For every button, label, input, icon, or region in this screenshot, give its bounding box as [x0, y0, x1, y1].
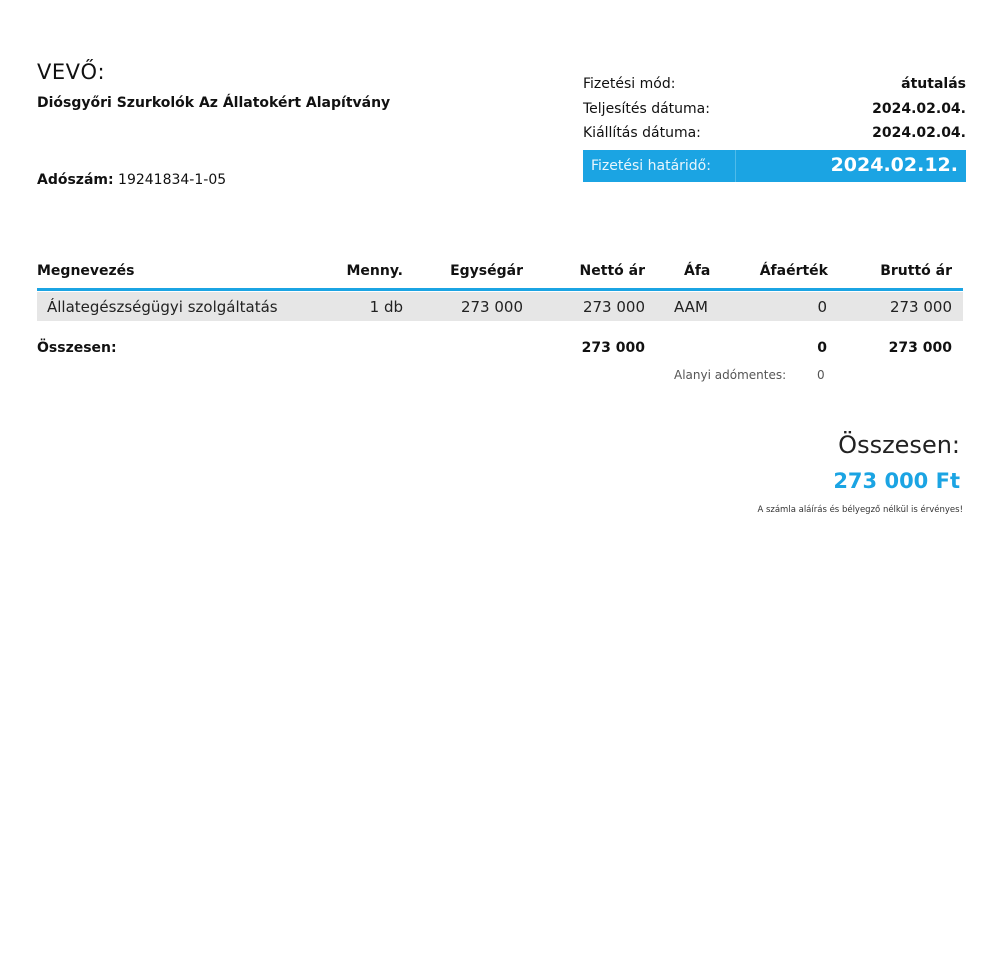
- grand-total-label: Összesen:: [838, 431, 960, 459]
- due-date-divider: [735, 150, 736, 182]
- row-unit-price: 273 000: [460, 298, 523, 316]
- due-date-value: 2024.02.12.: [830, 154, 958, 176]
- row-vat: AAM: [674, 298, 708, 316]
- due-date-label: Fizetési határidő:: [591, 158, 711, 174]
- issue-date-value: 2024.02.04.: [872, 125, 966, 141]
- header-name: Megnevezés: [37, 263, 135, 279]
- header-net-price: Nettó ár: [579, 263, 645, 279]
- tax-number-line: [37, 172, 226, 188]
- tax-number-value: 19241834-1-05: [118, 172, 227, 188]
- totals-net: 273 000: [581, 340, 645, 356]
- row-gross-price: 273 000: [889, 298, 952, 316]
- validity-note: A számla aláírás és bélyegző nélkül is érvényes!: [757, 505, 963, 515]
- row-qty: 1 db: [369, 298, 403, 316]
- fulfillment-date-label: Teljesítés dátuma:: [583, 101, 710, 117]
- header-unit-price: Egységár: [450, 263, 523, 279]
- tax-number-label: Adószám:: [37, 172, 114, 188]
- row-name: Állategészségügyi szolgáltatás: [47, 298, 278, 316]
- due-date-bar: [583, 150, 966, 182]
- fulfillment-date-row: [583, 101, 966, 123]
- fulfillment-date-value: 2024.02.04.: [872, 101, 966, 117]
- header-qty: Menny.: [346, 263, 403, 279]
- table-header-rule: [37, 288, 963, 291]
- header-gross-price: Bruttó ár: [880, 263, 952, 279]
- buyer-name: Diósgyőri Szurkolók Az Állatokért Alapítvány: [37, 95, 391, 111]
- exempt-value: 0: [817, 368, 825, 382]
- row-net-price: 273 000: [582, 298, 645, 316]
- buyer-heading: VEVŐ:: [37, 60, 106, 84]
- payment-method-label: Fizetési mód:: [583, 76, 676, 92]
- row-vat-amount: 0: [817, 298, 827, 316]
- totals-label: Összesen:: [37, 340, 117, 356]
- issue-date-row: [583, 125, 966, 147]
- totals-gross: 273 000: [888, 340, 952, 356]
- header-vat-amount: Áfaérték: [759, 263, 828, 279]
- payment-method-row: [583, 76, 966, 98]
- payment-method-value: átutalás: [901, 76, 966, 92]
- totals-vat-amount: 0: [817, 340, 827, 356]
- issue-date-label: Kiállítás dátuma:: [583, 125, 701, 141]
- exempt-label: Alanyi adómentes:: [674, 368, 787, 382]
- grand-total-value: 273 000 Ft: [833, 469, 960, 493]
- header-vat: Áfa: [684, 263, 711, 279]
